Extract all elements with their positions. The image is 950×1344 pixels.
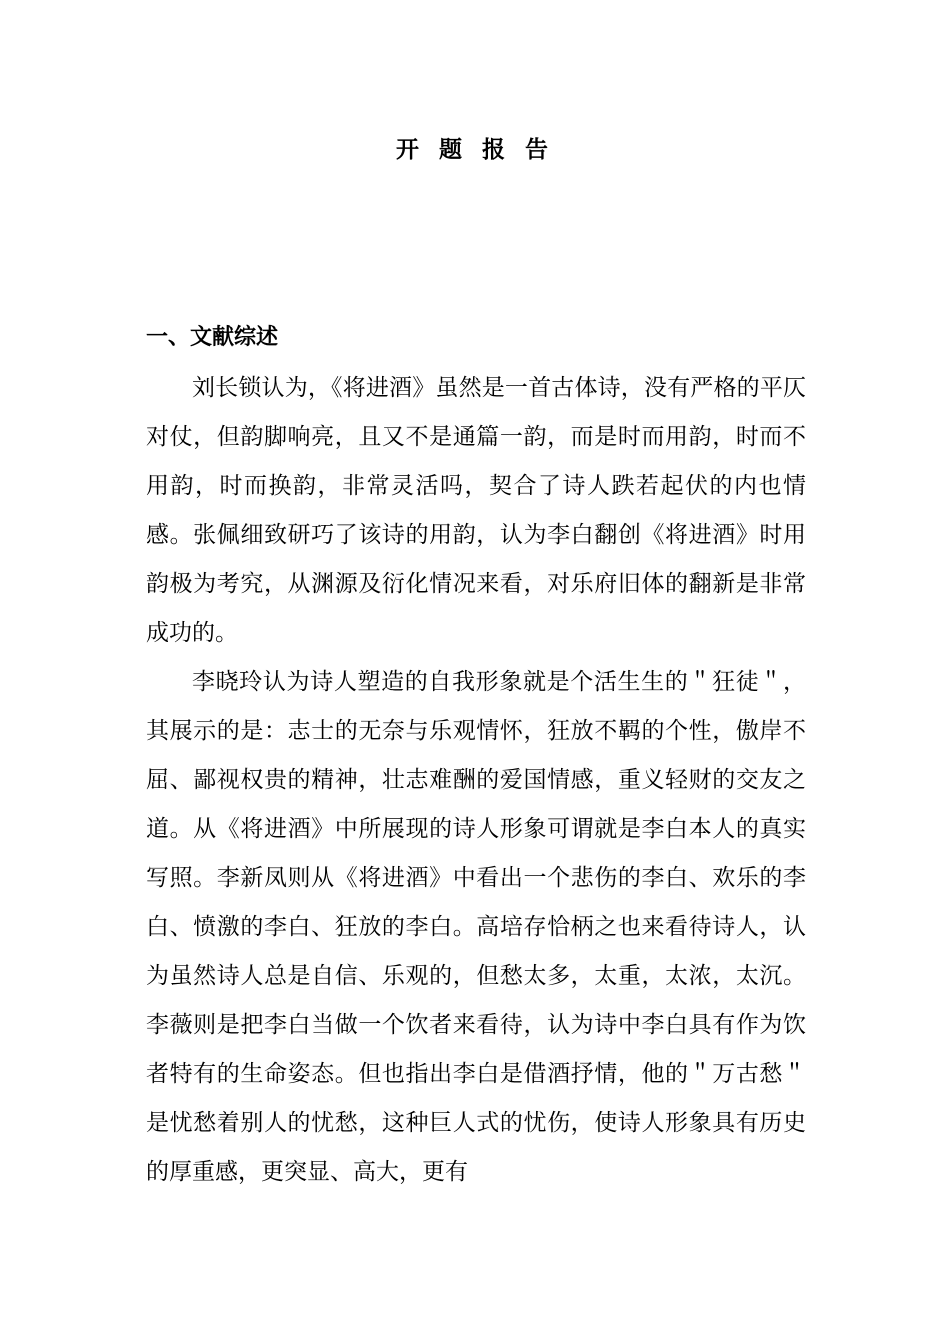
body-text	[146, 364, 806, 1197]
section-heading: 一、文献综述	[146, 325, 279, 350]
paragraph-1: 刘长锁认为，《将进酒》虽然是一首古体诗，没有严格的平仄对仗，但韵脚响亮，且又不是通篇一韵，而是时而用韵，时而不用韵，时而换韵，非常灵活吗，契合了诗人跌若起伏的内也情感。张佩细致研巧了该诗的用韵，认为李白翻创《将进酒》时用韵极为考究，从渊源及衍化情况来看，对乐府旧体的翻新是非常成功的。	[146, 375, 806, 646]
document-title: 开 题 报 告	[395, 137, 555, 163]
paragraph-2: 李晓玲认为诗人塑造的自我形象就是个活生生的＂狂徒＂，其展示的是：志士的无奈与乐观情怀，狂放不羁的个性，傲岸不屈、鄙视权贵的精神，壮志难酬的爱国情感，重义轻财的交友之道。从《将进酒》中所展现的诗人形象可谓就是李白本人的真实写照。李新凤则从《将进酒》中看出一个悲伤的李白、欢乐的李白、愤激的李白、狂放的李白。高培存恰柄之也来看待诗人，认为虽然诗人总是自信、乐观的，但愁太多，太重，太浓，太沉。李薇则是把李白当做一个饮者来看待，认为诗中李白具有作为饮者特有的生命姿态。但也指出李白是借酒抒情，他的＂万古愁＂是忧愁着别人的忧愁，这种巨人式的忧伤，使诗人形象具有历史的厚重感，更突显、高大，更有	[146, 669, 806, 1185]
